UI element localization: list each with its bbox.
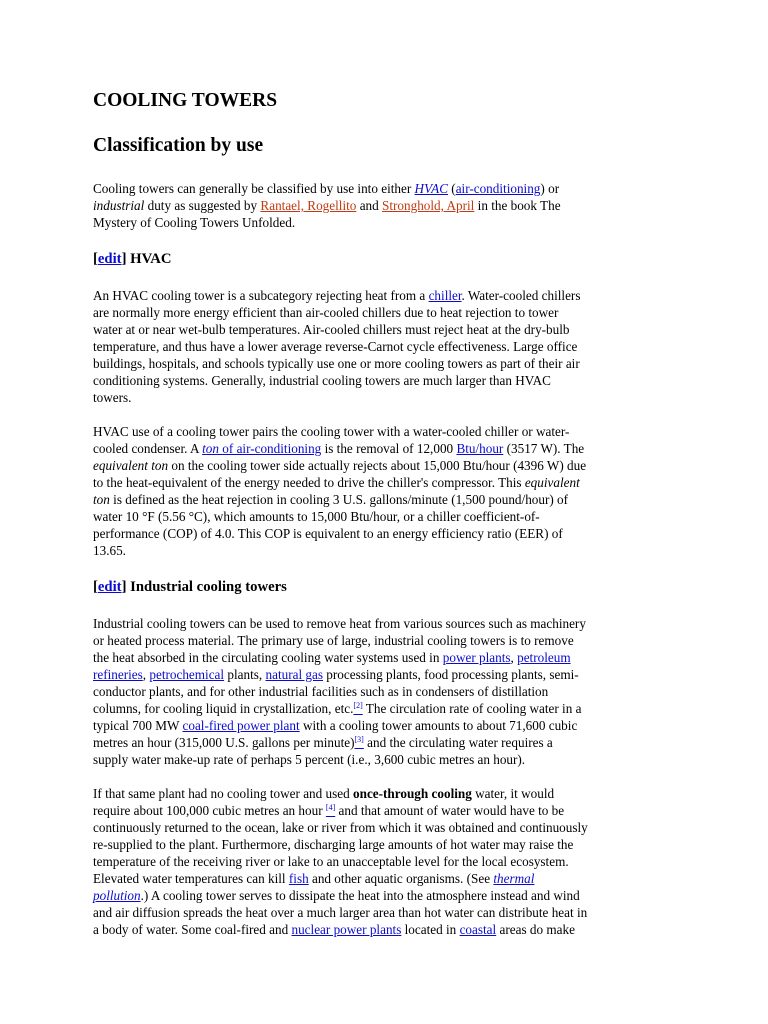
- link-of-air-conditioning[interactable]: of air-conditioning: [219, 441, 322, 456]
- link-btu-hour[interactable]: Btu/hour: [456, 441, 504, 456]
- industrial-paragraph-1: Industrial cooling towers can be used to remove heat from various sources such as machinery or heated process material. The primary use of large, industrial cooling towers is to remove the heat absorbed in the circulating cooling water systems used in power plants, petroleum refineries, petrochemical plants, natural gas processing plants, food processing plants, semi- conductor plants, and for other industrial facilities such as in condensers of distillation columns, for cooling liquid in crystallization, etc.[2] The circulation rate of cooling water in a typical 700 MW coal-fired power plant with a cooling tower amounts to about 71,600 cubic metres an hour (315,000 U.S. gallons per minute)[3] and the circulating water requires a supply water make-up rate of perhaps 5 percent (i.e., 3,600 cubic metres an hour).: [93, 616, 586, 767]
- intro-paragraph: Cooling towers can generally be classified by use into either HVAC (air-conditioning) or industrial duty as suggested by Rantael, Rogellito and Stronghold, April in the book The Mystery of Cooling Towers Unfolded.: [93, 181, 561, 230]
- link-thermal[interactable]: thermal: [493, 871, 535, 886]
- link-rantael-rogellito[interactable]: Rantael, Rogellito: [260, 198, 357, 213]
- section-heading: Classification by use: [93, 135, 264, 156]
- hvac-paragraph-1: An HVAC cooling tower is a subcategory rejecting heat from a chiller. Water-cooled chillers are normally more energy efficient than air-cooled chillers due to heat rejection to tower water at or near wet-bulb temperatures. Air-cooled chillers must reject heat at the dry-bulb temperature, and thus have a lower average reverse-Carnot cycle effectiveness. Large office buildings, hospitals, and schools typically use one or more cooling towers as part of their air conditioning systems. Generally, industrial cooling towers are much larger than HVAC towers.: [93, 288, 581, 405]
- link-power-plants[interactable]: power plants: [442, 650, 511, 665]
- link-coal-fired-power-plant[interactable]: coal-fired power plant: [182, 718, 300, 733]
- link-hvac[interactable]: HVAC: [414, 181, 448, 196]
- article-body: [93, 88, 678, 938]
- link-coastal[interactable]: coastal: [459, 922, 497, 937]
- link-chiller[interactable]: chiller: [428, 288, 462, 303]
- page-title: COOLING TOWERS: [93, 90, 278, 111]
- link-air-conditioning[interactable]: air-conditioning: [455, 181, 541, 196]
- reference-2[interactable]: [2]: [353, 701, 363, 710]
- hvac-paragraph-2: HVAC use of a cooling tower pairs the cooling tower with a water-cooled chiller or water- cooled condenser. A ton of air-conditioning is the removal of 12,000 Btu/hour (3517 W). The equivalent ton on the cooling tower side actually rejects about 15,000 Btu/hour (4396 W) due to the heat-equivalent of the energy needed to drive the chiller's compressor. This equivalent ton is defined as the heat rejection in cooling 3 U.S. gallons/minute (1,500 pound/hour) of water 10 °F (5.56 °C), which amounts to 15,000 Btu/hour, or a chiller coefficient-of- performance (COP) of 4.0. This COP is equivalent to an energy efficiency ratio (EER) of 13.65.: [93, 424, 587, 558]
- link-natural-gas[interactable]: natural gas: [265, 667, 323, 682]
- edit-link-hvac[interactable]: edit: [97, 251, 122, 267]
- hvac-heading: [edit] HVAC: [93, 251, 172, 267]
- link-stronghold-april[interactable]: Stronghold, April: [382, 198, 475, 213]
- industrial-paragraph-2: If that same plant had no cooling tower and used once-through cooling water, it would require about 100,000 cubic metres an hour [4] and that amount of water would have to be continuously returned to the ocean, lake or river from which it was obtained and continuously re-supplied to the plant. Furthermore, discharging large amounts of hot water may raise the temperature of the receiving river or lake to an unacceptable level for the local ecosystem. Elevated water temperatures can kill fish and other aquatic organisms. (See thermal pollution.) A cooling tower serves to dissipate the heat into the atmosphere instead and wind and air diffusion spreads the heat over a much larger area than hot water can distribute heat in a body of water. Some coal-fired and nuclear power plants located in coastal areas do make: [93, 786, 588, 937]
- link-fish[interactable]: fish: [288, 871, 309, 886]
- reference-3[interactable]: [3]: [354, 735, 364, 744]
- industrial-heading: [edit] Industrial cooling towers: [93, 579, 287, 595]
- reference-4[interactable]: [4]: [325, 803, 336, 812]
- edit-link-industrial[interactable]: edit: [97, 579, 122, 595]
- link-petroleum[interactable]: petroleum: [517, 650, 571, 665]
- link-petrochemical[interactable]: petrochemical: [149, 667, 225, 682]
- link-pollution[interactable]: pollution: [93, 888, 141, 903]
- link-nuclear-power-plants[interactable]: nuclear power plants: [291, 922, 402, 937]
- link-refineries[interactable]: refineries: [93, 667, 143, 682]
- link-ton[interactable]: ton: [202, 441, 219, 456]
